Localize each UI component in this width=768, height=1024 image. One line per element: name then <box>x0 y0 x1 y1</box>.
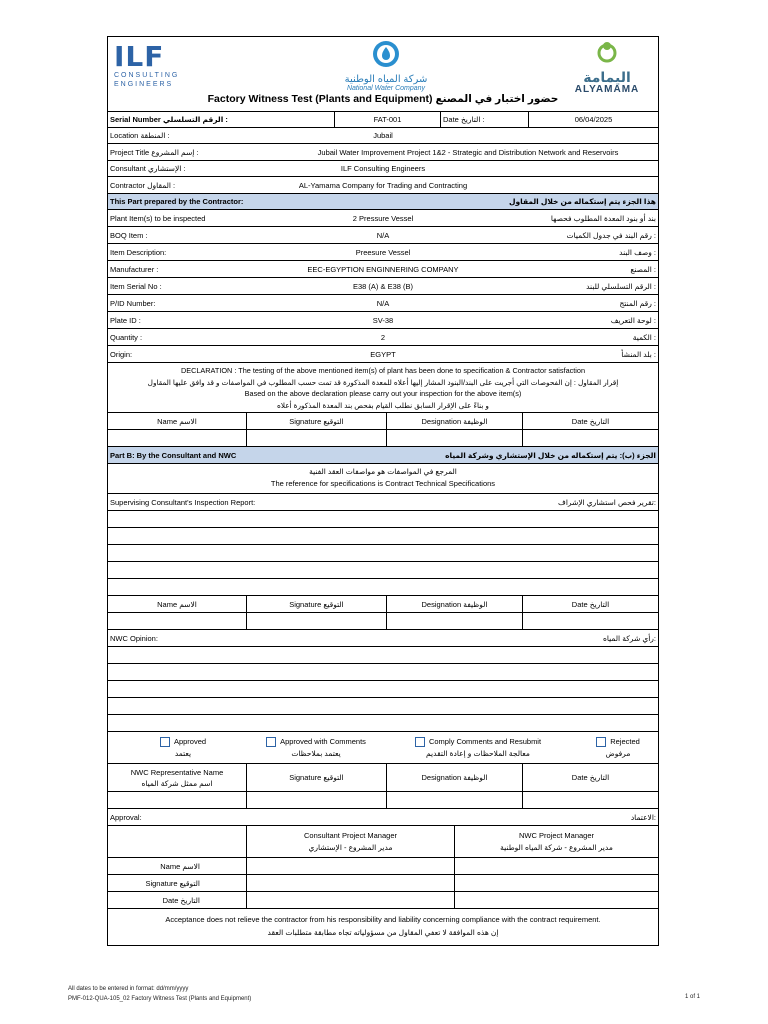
report-line[interactable] <box>108 527 658 544</box>
serial-value[interactable]: FAT-001 <box>334 112 440 127</box>
nwc-logo-arabic: شركة المياه الوطنية <box>344 74 428 85</box>
option-label-en: Rejected <box>610 737 640 746</box>
item-row <box>108 311 658 328</box>
item-value[interactable]: Preesure Vessel <box>355 247 411 257</box>
item-label-ar: الرقم التسلسلي للبند : <box>586 281 656 291</box>
acceptance-note <box>108 913 658 939</box>
approval-row-label: Signature التوقيع <box>145 878 200 888</box>
item-label-ar: لوحة التعريف : <box>610 315 656 325</box>
signature-header-row <box>108 595 658 612</box>
sig-date-field[interactable] <box>522 613 658 629</box>
location-row <box>108 127 658 143</box>
consultant-pm-name-field[interactable] <box>246 858 454 874</box>
decision-options-row <box>108 731 658 763</box>
approval-row <box>108 857 658 874</box>
sig-designation-field[interactable] <box>386 792 522 808</box>
item-value[interactable]: EGYPT <box>370 349 396 359</box>
item-label-en: BOQ Item : <box>110 230 148 240</box>
item-row <box>108 226 658 243</box>
approval-row-label: Name الاسم <box>160 861 200 871</box>
nwc-pm-name-field[interactable] <box>454 858 658 874</box>
spec-reference <box>108 466 658 490</box>
sig-signature-field[interactable] <box>246 613 386 629</box>
item-row <box>108 243 658 260</box>
page-title: Factory Witness Test (Plants and Equipment) حضور اختبار في المصنع <box>207 93 559 105</box>
report-line[interactable] <box>108 578 658 595</box>
part-a-title-en: This Part prepared by the Contractor: <box>110 197 244 206</box>
nwc-logo-english: National Water Company <box>346 85 426 92</box>
nwc-rep-header-row <box>108 763 658 791</box>
item-value[interactable]: SV-38 <box>372 315 394 325</box>
sig-date-header: Date التاريخ <box>522 596 658 612</box>
sig-signature-header: Signature التوقيع <box>246 764 386 791</box>
nwc-pm-header <box>454 826 658 857</box>
opinion-line[interactable] <box>108 663 658 680</box>
item-label-en: Origin: <box>110 349 133 359</box>
approval-row <box>108 874 658 891</box>
sig-date-header: Date التاريخ <box>522 764 658 791</box>
nwc-opinion-label-en: NWC Opinion: <box>110 633 158 643</box>
item-row <box>108 345 658 362</box>
part-a-title-ar: هذا الجزء يتم إستكماله من خلال المقاول <box>508 197 656 206</box>
sig-designation-field[interactable] <box>386 613 522 629</box>
consultant-pm-date-field[interactable] <box>246 892 454 908</box>
supervising-report-label-ar: تقرير فحص استشاري الإشراف: <box>558 497 656 507</box>
footer-document-code: PMF-012-QUA-105_02 Factory Witness Test (Plants and Equipment) <box>68 996 252 1002</box>
consultant-pm-header <box>246 826 454 857</box>
approval-row <box>108 891 658 908</box>
sig-signature-header: Signature التوقيع <box>246 413 386 429</box>
opinion-line[interactable] <box>108 697 658 714</box>
approval-row-label: Date التاريخ <box>162 895 200 905</box>
item-label-ar: بند أو بنود المعدة المطلوب فحصها <box>550 213 656 223</box>
approval-title-row <box>108 808 658 825</box>
project-label: Project Title إسم المشروع : <box>110 147 199 157</box>
sig-signature-field[interactable] <box>246 792 386 808</box>
nwc-rep-header <box>108 767 246 789</box>
sig-designation-header: Designation الوظيفة <box>386 413 522 429</box>
option-label-ar: يعتمد <box>174 749 192 758</box>
acceptance-note-en: Acceptance does not relieve the contractor from his responsibility and liability concerning compliance with the contract requirement. <box>165 915 601 924</box>
contractor-value[interactable]: AL-Yamama Company for Trading and Contracting <box>298 180 468 190</box>
declaration-request-ar: و بناءً على الإقرار السابق نطلب القيام بفحص بند المعدة المذكورة أعلاه <box>277 400 489 410</box>
water-drop-icon <box>370 39 402 69</box>
item-label-ar: رقم المنتج : <box>619 298 656 308</box>
yamama-logo <box>560 41 654 97</box>
declaration-line-en: DECLARATION : The testing of the above mentioned item(s) of plant has been done to specification & Contractor satisfaction <box>180 366 586 375</box>
sig-date-field[interactable] <box>522 792 658 808</box>
opinion-line[interactable] <box>108 646 658 663</box>
part-b-title-ar: الجزء (ب): يتم إستكماله من خلال الإستشاري وشركة المياه <box>445 450 656 460</box>
item-value[interactable]: N/A <box>376 230 390 240</box>
option-approved[interactable] <box>128 736 238 760</box>
item-row <box>108 328 658 345</box>
supervising-report-label-en: Supervising Consultant's Inspection Report: <box>110 497 256 507</box>
item-label-en: Quantity : <box>110 332 143 342</box>
sig-date-header: Date التاريخ <box>522 413 658 429</box>
option-label-ar: يعتمد بملاحظات <box>291 749 341 758</box>
part-b-title-en: Part B: By the Consultant and NWC <box>110 450 237 460</box>
item-label-en: Item Serial No : <box>110 281 162 291</box>
ilf-logo-line1: CONSULTING <box>114 72 180 79</box>
report-line[interactable] <box>108 561 658 578</box>
option-rejected[interactable] <box>578 736 658 760</box>
nwc-logo <box>341 39 431 95</box>
item-value[interactable]: 2 Pressure Vessel <box>352 213 414 223</box>
approval-label-ar: الاعتماد: <box>630 812 656 822</box>
option-label-en: Approved <box>173 737 207 746</box>
spec-reference-en: The reference for specifications is Contract Technical Specifications <box>270 479 496 488</box>
nwc-pm-label-ar: مدير المشروع - شركة المياه الوطنية <box>500 842 613 852</box>
footer-date-format-note: All dates to be entered in format: dd/mm/yyyy <box>68 986 189 992</box>
yamama-logo-arabic: اليمامة <box>583 69 631 85</box>
nwc-pm-date-field[interactable] <box>454 892 658 908</box>
option-comply-and-resubmit[interactable] <box>398 736 558 760</box>
declaration-block <box>108 362 658 412</box>
item-row <box>108 260 658 277</box>
option-label-ar: مرفوض <box>605 749 631 758</box>
date-value[interactable]: 06/04/2025 <box>528 112 658 127</box>
approval-manager-header-row <box>108 825 658 857</box>
declaration-text <box>108 365 658 411</box>
consultant-pm-label-ar: مدير المشروع - الإستشاري <box>308 842 393 852</box>
nwc-opinion-title-row <box>108 629 658 646</box>
item-label-ar: الكمية : <box>632 332 656 342</box>
item-label-en: Item Description: <box>110 247 167 257</box>
acceptance-note-row <box>108 908 658 942</box>
form-grid <box>108 111 658 942</box>
item-label-ar: بلد المنشأ : <box>621 349 656 359</box>
sig-designation-field[interactable] <box>386 430 522 446</box>
item-value[interactable]: E38 (A) & E38 (B) <box>352 281 414 291</box>
consultant-row <box>108 160 658 176</box>
location-label: Location المنطقة : <box>110 131 170 140</box>
spec-reference-ar: المرجع في المواصفات هو مواصفات العقد الفنية <box>309 467 457 476</box>
report-line[interactable] <box>108 510 658 527</box>
yamama-logo-english: ALYAMAMA <box>574 84 640 95</box>
item-value[interactable]: EEC-EGYPTION ENGINNERING COMPANY <box>307 264 459 274</box>
option-label-ar: معالجة الملاحظات و إعادة التقديم <box>426 749 530 758</box>
witness-test-form <box>107 36 659 946</box>
item-label-en: Plant Item(s) to be inspected <box>110 213 206 223</box>
nwc-rep-label-ar: اسم ممثل شركة المياه <box>141 779 213 788</box>
item-value[interactable]: N/A <box>376 298 390 308</box>
consultant-label: Consultant الإستشاري : <box>110 164 186 173</box>
sig-date-field[interactable] <box>522 430 658 446</box>
opinion-line[interactable] <box>108 680 658 697</box>
option-label-en: Comply Comments and Resubmit <box>428 737 542 746</box>
project-value[interactable]: Jubail Water Improvement Project 1&2 - Strategic and Distribution Network and Reservoirs <box>317 147 619 157</box>
item-label-en: Plate ID : <box>110 315 141 325</box>
consultant-value[interactable]: ILF Consulting Engineers <box>340 164 426 173</box>
form-header <box>108 37 658 111</box>
signature-header-row <box>108 412 658 429</box>
approval-label-en: Approval: <box>110 812 142 822</box>
serial-date-row <box>108 111 658 127</box>
item-label-ar: وصف البند : <box>619 247 656 257</box>
item-label-en: Manufacturer : <box>110 264 159 274</box>
part-b-header <box>108 446 658 463</box>
ilf-logo-line2: ENGINEERS <box>114 81 174 88</box>
sig-designation-header: Designation الوظيفة <box>386 596 522 612</box>
nwc-opinion-label-ar: رأي شركة المياه: <box>602 633 656 643</box>
sig-name-field[interactable] <box>108 613 246 629</box>
date-label: Date التاريخ : <box>440 112 528 127</box>
acceptance-note-ar: إن هذه الموافقة لا تعفي المقاول من مسؤولياته تجاه مطابقة متطلبات العقد <box>267 928 499 937</box>
ilf-logo-mark: ILF <box>114 40 165 73</box>
serial-label: Serial Number الرقم التسلسلي : <box>110 115 228 124</box>
signature-entry-row <box>108 612 658 629</box>
part-a-header <box>108 193 658 209</box>
item-label-en: P/ID Number: <box>110 298 156 308</box>
sig-name-header: Name الاسم <box>157 599 197 609</box>
location-value[interactable]: Jubail <box>373 131 393 140</box>
item-row <box>108 294 658 311</box>
declaration-line-ar: إقرار المقاول : إن الفحوصات التي أجريت على البند/البنود المشار إليها أعلاه للمعدة المذكورة قد تمت حسب المطلوب في المواصفات و قد وافق عليها المقاول <box>147 377 619 387</box>
spec-reference-block <box>108 463 658 493</box>
item-value[interactable]: 2 <box>380 332 386 342</box>
item-row <box>108 209 658 226</box>
sig-signature-field[interactable] <box>246 430 386 446</box>
sig-name-header: Name الاسم <box>157 416 197 426</box>
contractor-label: Contractor المقاول : <box>110 180 176 190</box>
project-row <box>108 143 658 160</box>
item-label-ar: المصنع : <box>630 264 656 274</box>
yamama-leaf-icon <box>594 41 620 63</box>
consultant-pm-signature-field[interactable] <box>246 875 454 891</box>
consultant-pm-label-en: Consultant Project Manager <box>304 830 397 840</box>
sig-name-field[interactable] <box>108 792 246 808</box>
option-label-en: Approved with Comments <box>280 737 366 746</box>
checkbox-icon[interactable] <box>415 737 425 747</box>
checkbox-icon[interactable] <box>266 737 276 747</box>
nwc-rep-label-en: NWC Representative Name <box>130 768 224 777</box>
item-label-ar: رقم البند في جدول الكميات : <box>566 230 656 240</box>
signature-entry-row <box>108 791 658 808</box>
nwc-pm-label-en: NWC Project Manager <box>518 830 595 840</box>
sig-designation-header: Designation الوظيفة <box>386 764 522 791</box>
checkbox-icon[interactable] <box>160 737 170 747</box>
contractor-row <box>108 176 658 193</box>
ilf-logo <box>114 40 202 95</box>
opinion-line[interactable] <box>108 714 658 731</box>
declaration-request-en: Based on the above declaration please carry out your inspection for the above item(s) <box>244 389 522 398</box>
item-row <box>108 277 658 294</box>
option-approved-with-comments[interactable] <box>246 736 386 760</box>
supervising-report-title-row <box>108 493 658 510</box>
sig-name-field[interactable] <box>108 430 246 446</box>
report-line[interactable] <box>108 544 658 561</box>
signature-entry-row <box>108 429 658 446</box>
sig-signature-header: Signature التوقيع <box>246 596 386 612</box>
page-number: 1 of 1 <box>684 994 700 1000</box>
checkbox-icon[interactable] <box>596 737 606 747</box>
nwc-pm-signature-field[interactable] <box>454 875 658 891</box>
